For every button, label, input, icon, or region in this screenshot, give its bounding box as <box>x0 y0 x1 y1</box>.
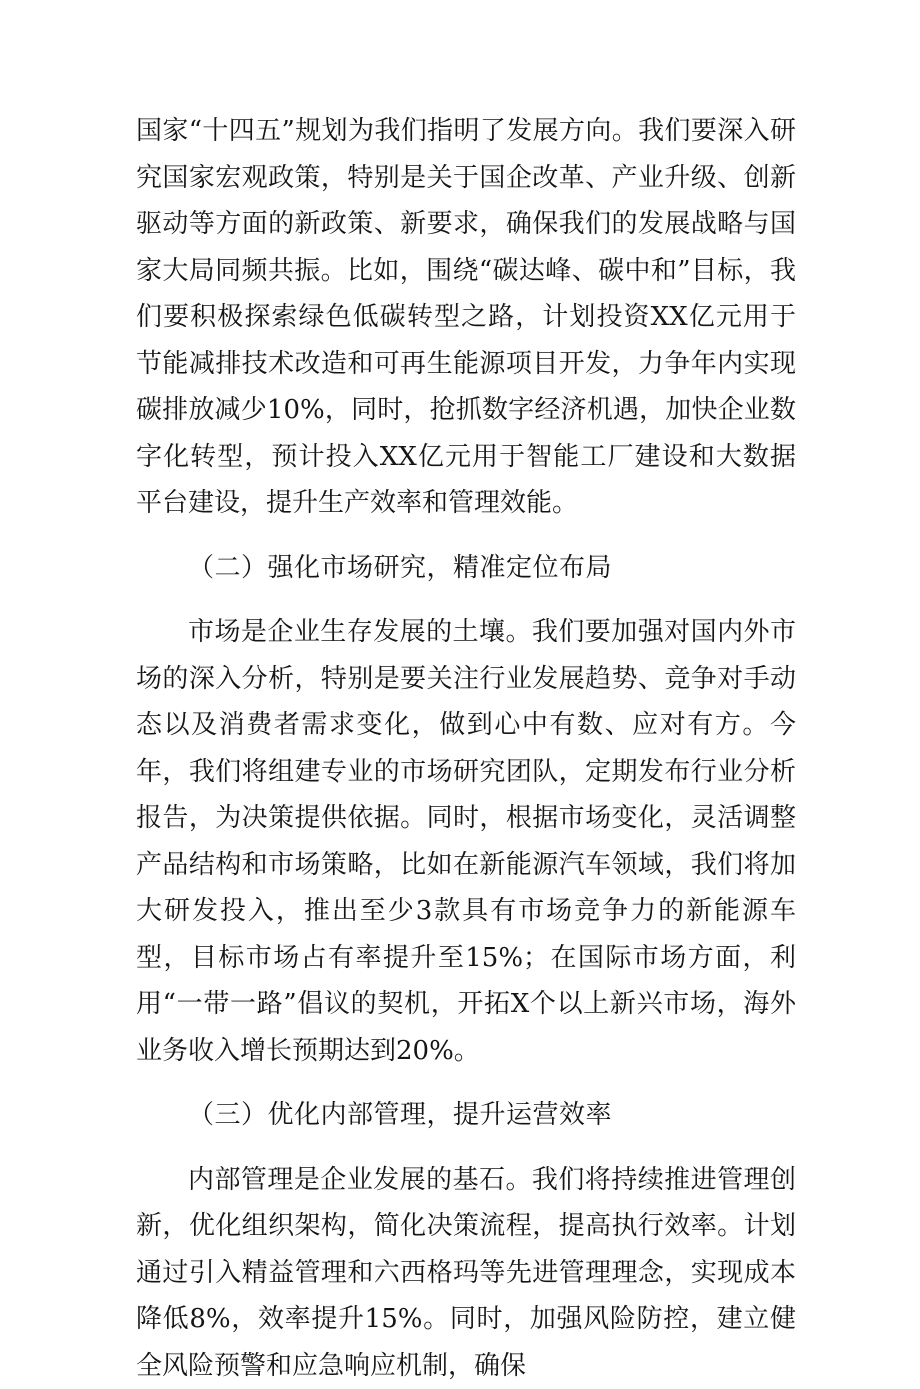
paragraph-development-direction: 国家“十四五”规划为我们指明了发展方向。我们要深入研究国家宏观政策，特别是关于国企改革、产业升级、创新驱动等方面的新政策、新要求，确保我们的发展战略与国家大局同频共振。比如，围绕“碳达峰、碳中和”目标，我们要积极探索绿色低碳转型之路，计划投资XX亿元用于节能减排技术改造和可再生能源项目开发，力争年内实现碳排放减少10%，同时，抢抓数字经济机遇，加快企业数字化转型，预计投入XX亿元用于智能工厂建设和大数据平台建设，提升生产效率和管理效能。 <box>136 108 796 527</box>
paragraph-market-research: 市场是企业生存发展的土壤。我们要加强对国内外市场的深入分析，特别是要关注行业发展趋势、竞争对手动态以及消费者需求变化，做到心中有数、应对有方。今年，我们将组建专业的市场研究团队，定期发布行业分析报告，为决策提供依据。同时，根据市场变化，灵活调整产品结构和市场策略，比如在新能源汽车领域，我们将加大研发投入，推出至少3款具有市场竞争力的新能源车型，目标市场占有率提升至15%；在国际市场方面，利用“一带一路”倡议的契机，开拓X个以上新兴市场，海外业务收入增长预期达到20%。 <box>136 609 796 1074</box>
section-heading-internal-management: （三）优化内部管理，提升运营效率 <box>136 1092 796 1139</box>
document-body <box>136 108 796 1389</box>
paragraph-internal-management: 内部管理是企业发展的基石。我们将持续推进管理创新，优化组织架构，简化决策流程，提高执行效率。计划通过引入精益管理和六西格玛等先进管理理念，实现成本降低8%，效率提升15%。同时，加强风险防控，建立健全风险预警和应急响应机制，确保 <box>136 1157 796 1389</box>
section-heading-market-research: （二）强化市场研究，精准定位布局 <box>136 545 796 592</box>
